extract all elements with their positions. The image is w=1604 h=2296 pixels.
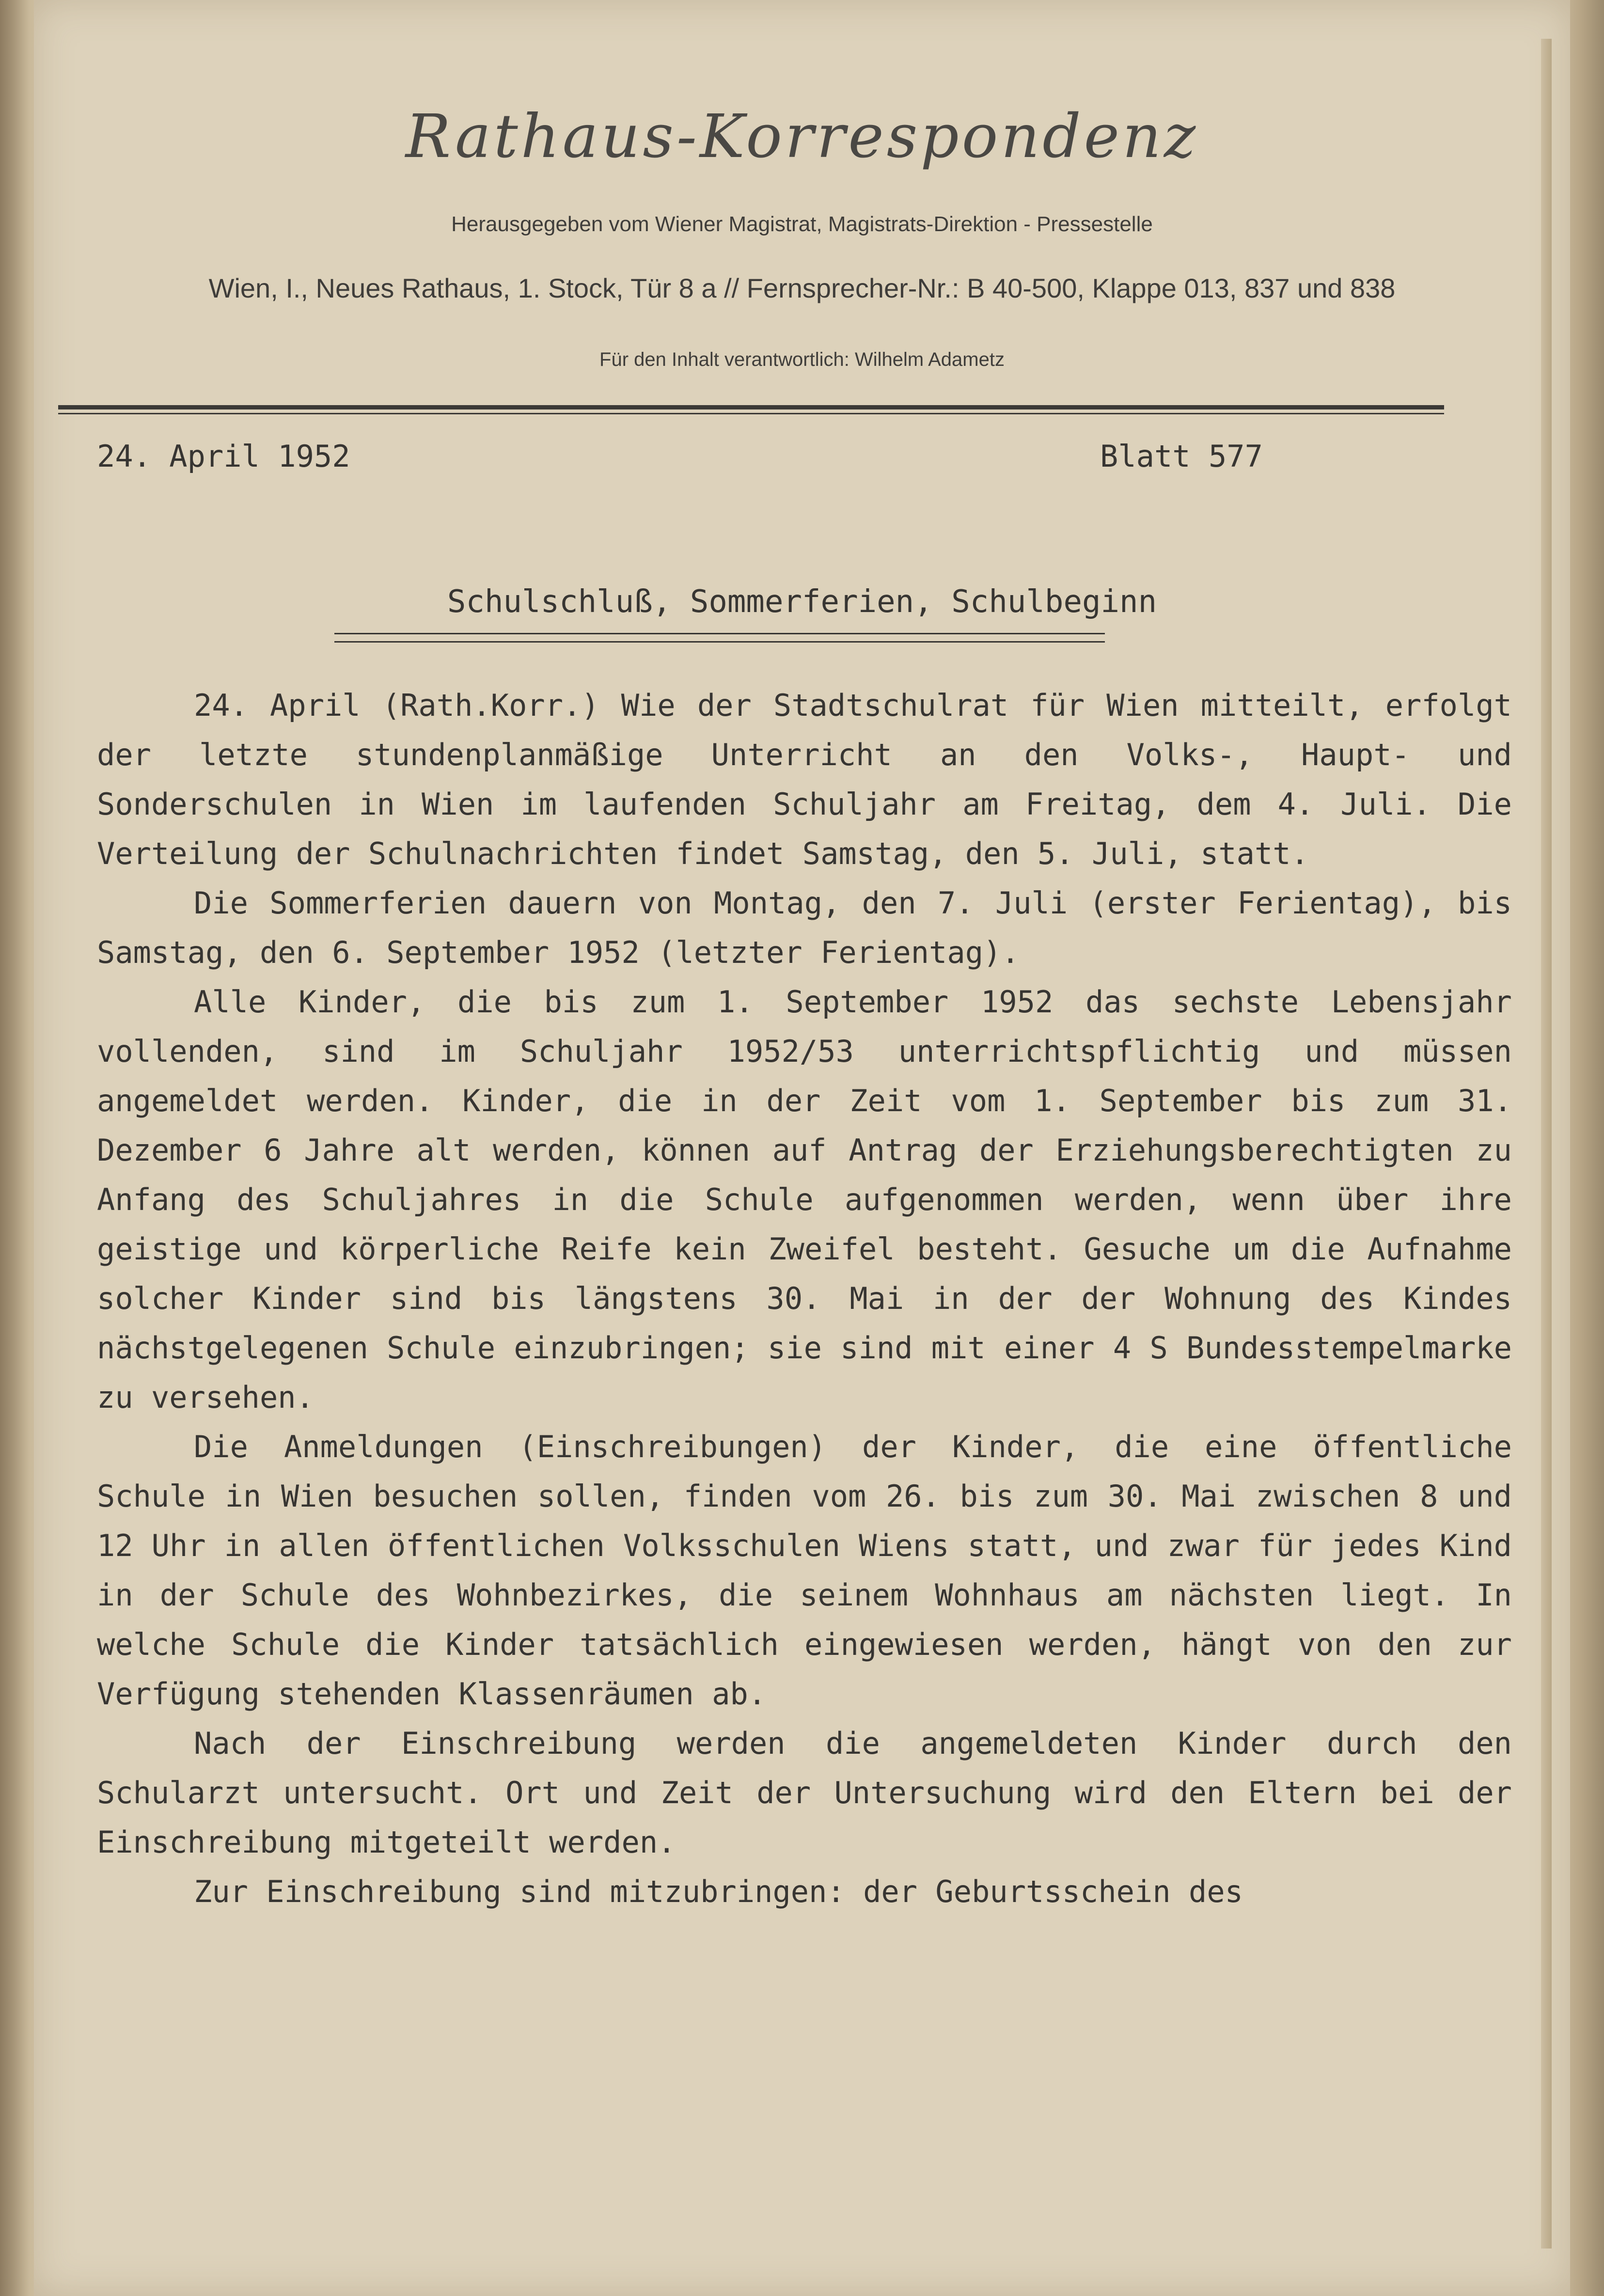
paragraph-medical-exam: Nach der Einschreibung werden die angemeldeten Kinder durch den Schularzt untersucht. Ort und Zeit der Untersuchung wird den Eltern bei der Einschreibung mitgeteilt werden. — [97, 1726, 1512, 1860]
masthead-rule-thin — [58, 413, 1444, 414]
paragraph-enrolment-duty: Alle Kinder, die bis zum 1. September 1952 das sechste Lebensjahr vollenden, sind im Schuljahr 1952/53 unterrichtspflichtig und müssen angemeldet werden. Kinder, die in der Zeit vom 1. September bis zum 31. Dezember 6 Jahre alt werden, können auf Antrag der Erziehungsberechtigten zu Anfang des Schuljahres in die Schule aufgenommen werden, wenn über ihre geistige und körperliche Reife kein Zweifel besteht. Gesuche um die Aufnahme solcher Kinder sind bis längstens 30. Mai in der der Wohnung des Kindes nächstgelegenen Schule einzubringen; sie sind mit einer 4 S Bundesstempelmarke zu versehen. — [97, 984, 1512, 1415]
heading-double-underline — [334, 633, 1105, 643]
page-edge — [1541, 39, 1552, 2249]
paragraph-summer-holidays: Die Sommerferien dauern von Montag, den 7. Juli (erster Ferientag), bis Samstag, den 6. September 1952 (letzter Ferientag). — [97, 885, 1512, 970]
issue-date: 24. April 1952 — [97, 439, 350, 474]
article-body — [97, 681, 1512, 1917]
paragraph-registration: Die Anmeldungen (Einschreibungen) der Kinder, die eine öffentliche Schule in Wien besuchen sollen, finden vom 26. bis zum 30. Mai zwischen 8 und 12 Uhr in allen öffentlichen Volksschulen Wiens statt, und zwar für jedes Kind in der Schule des Wohnbezirkes, die seinem Wohnhaus am nächsten liegt. In welche Schule die Kinder tatsächlich eingewiesen werden, hängt von den zur Verfügung stehenden Klassenräumen ab. — [97, 1429, 1512, 1712]
masthead-address: Wien, I., Neues Rathaus, 1. Stock, Tür 8 a // Fernsprecher-Nr.: B 40-500, Klappe 013, 837 und 838 — [208, 273, 1396, 303]
paragraph-documents: Zur Einschreibung sind mitzubringen: der Geburtsschein des — [194, 1874, 1243, 1909]
masthead-rule — [58, 405, 1444, 409]
masthead-responsible: Für den Inhalt verantwortlich: Wilhelm Adametz — [599, 349, 1005, 370]
article-heading: Schulschluß, Sommerferien, Schulbeginn — [447, 584, 1157, 620]
masthead-publisher: Herausgegeben vom Wiener Magistrat, Magistrats-Direktion - Pressestelle — [451, 212, 1153, 236]
sheet-number: Blatt 577 — [1100, 439, 1263, 474]
masthead-title: Rathaus-Korrespondenz — [405, 102, 1199, 172]
paragraph-school-end: 24. April (Rath.Korr.) Wie der Stadtschulrat für Wien mitteilt, erfolgt der letzte stundenplanmäßige Unterricht an den Volks-, Haupt- und Sonderschulen in Wien im laufenden Schuljahr am Freitag, dem 4. Juli. Die Verteilung der Schulnachrichten findet Samstag, den 5. Juli, statt. — [97, 688, 1512, 871]
document-page — [34, 0, 1570, 2296]
